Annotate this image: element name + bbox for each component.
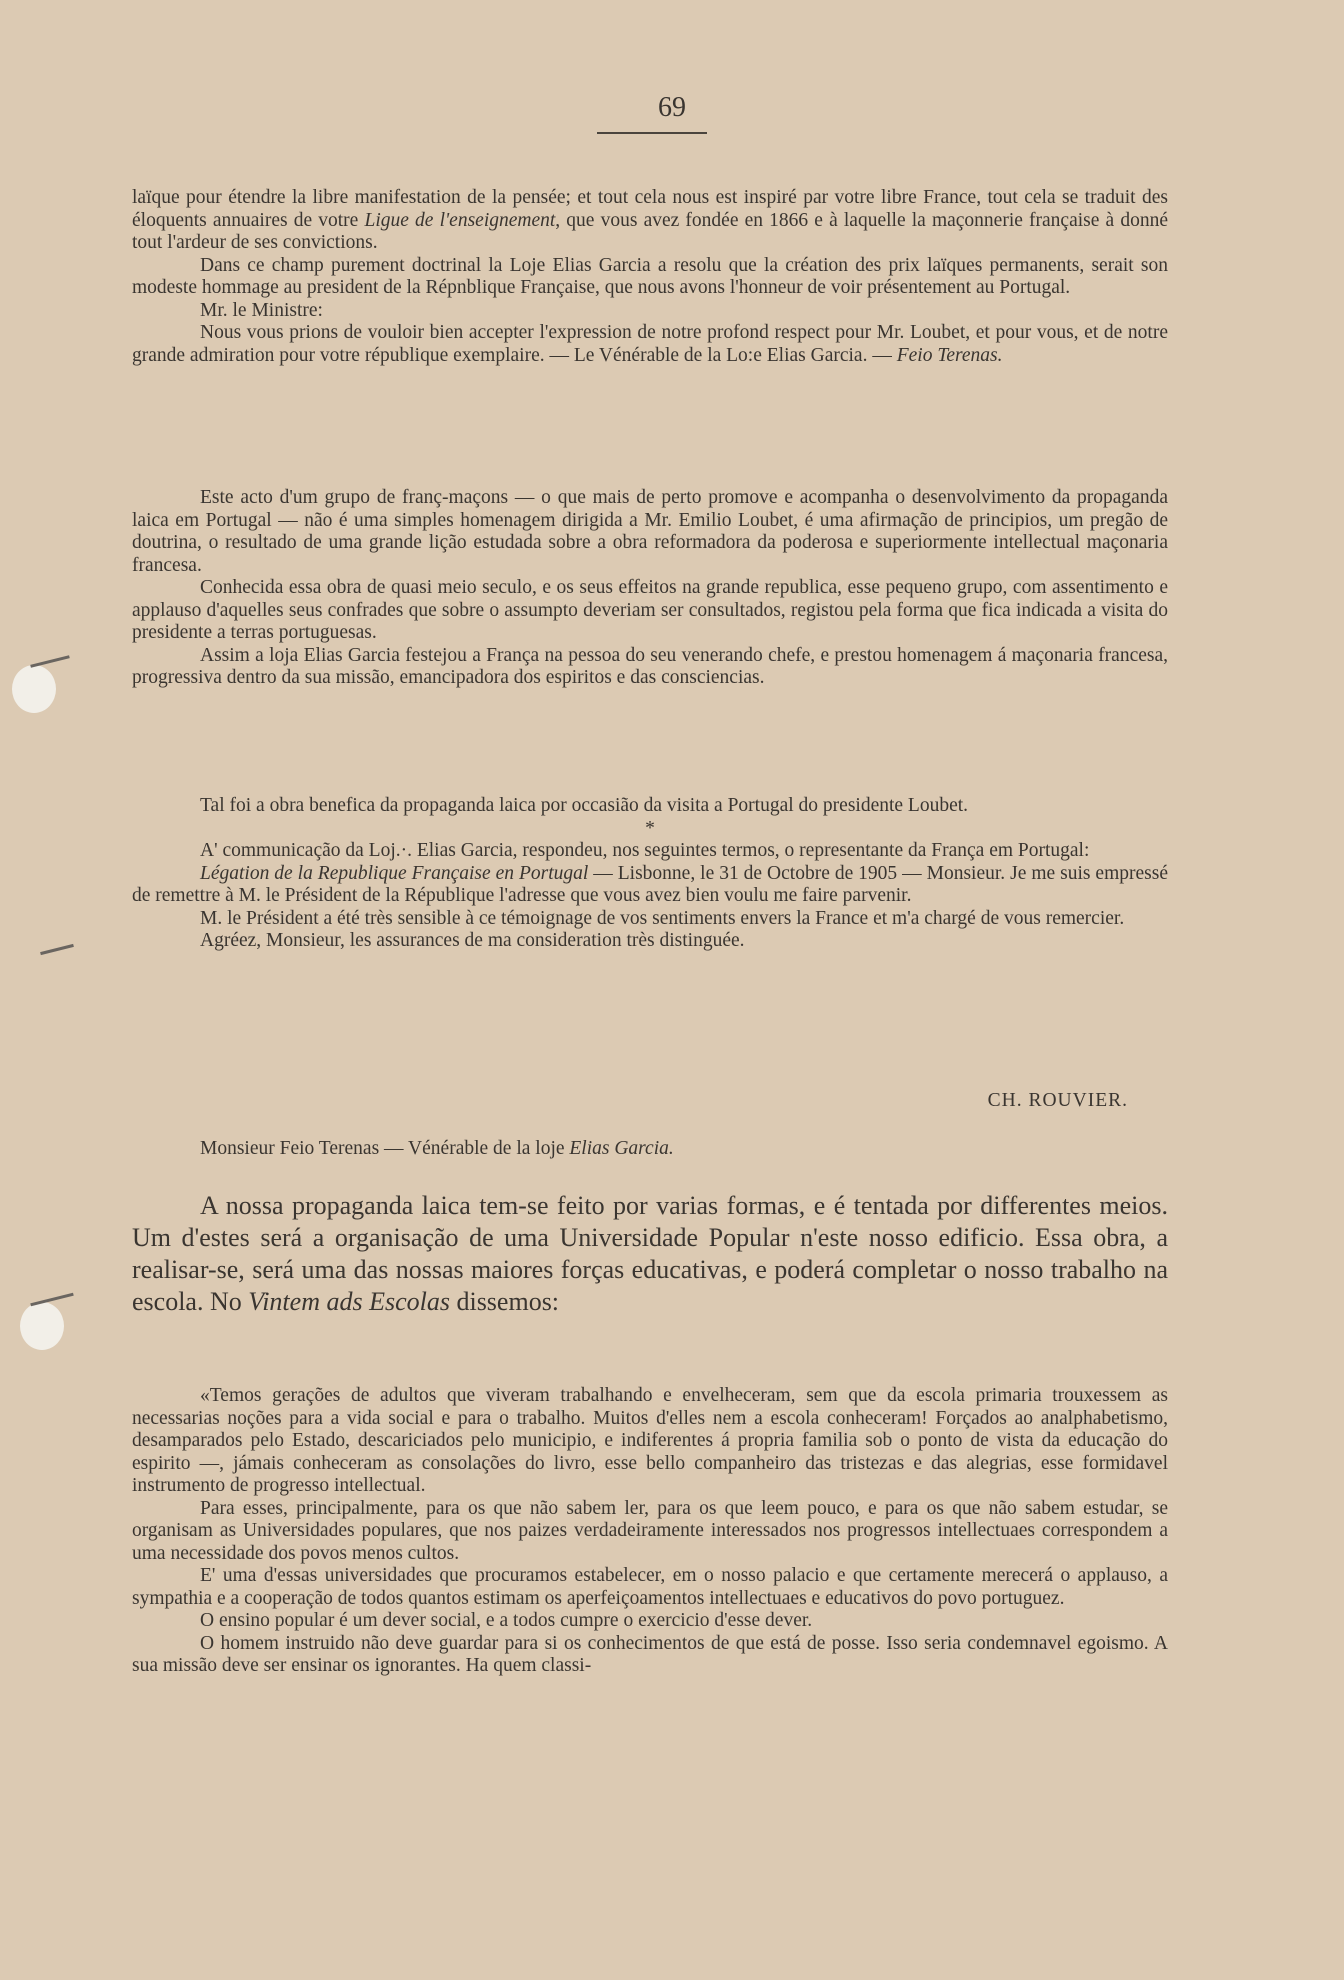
quote-paragraph-2: Para esses, principalmente, para os que não sabem ler, para os que leem pouco, e para os que não sabem estudar, se organisam as Universidades populares, que nos paizes verdadeiramente interessados nos progressos intellectuaes correspondem a uma necessidade dos povos menos cultos.: [132, 1497, 1168, 1564]
publication-title: Vintem ads Escolas: [248, 1287, 450, 1316]
commentary-paragraph-2: Conhecida essa obra de quasi meio seculo, e os seus effeitos na grande republica, esse pequeno grupo, com assentimento e applauso d'aquelles seus confrades que sobre o assumpto deveriam ser consultados, registou pela forma que fica indicada a visita do presidente a terras portuguesas.: [132, 577, 1168, 643]
letter-signature: Feio Terenas.: [896, 344, 1003, 366]
paper-mark-2: [40, 944, 74, 955]
letter-salutation: Mr. le Ministre:: [200, 299, 323, 321]
lodge-name: Elias Garcia.: [569, 1138, 674, 1159]
paper-mark-1: [30, 655, 70, 668]
quote-paragraph-3: E' uma d'essas universidades que procuramos estabelecer, em o nosso palacio e que certamente merecerá o applauso, a sympathia e a cooperação de todos quantos estimam os aperfeiçoamentos intellectuaes e educativos do povo portuguez.: [132, 1565, 1168, 1609]
signature-block: [132, 1090, 1168, 1113]
section-separator: *: [645, 817, 655, 839]
commentary-paragraph-1: Este acto d'um grupo de franç-maçons — o que mais de perto promove e acompanha o desenvolvimento da propaganda laica em Portugal — não é uma simples homenagem dirigida a Mr. Emilio Loubet, é uma afirmação de principios, um pregão de doutrina, o resultado de uma grande lição estudada sobre a obra reformadora da poderosa e superiormente intellectual maçonaria francesa.: [132, 487, 1168, 576]
binder-hole-bottom: [20, 1302, 64, 1350]
reply-paragraph-2: Agréez, Monsieur, les assurances de ma consideration très distinguée.: [200, 930, 745, 951]
reply-paragraph-1: M. le Président a été très sensible à ce témoignage de vos sentiments envers la France et m'a chargé de vous remercier.: [200, 907, 1125, 929]
letter-paragraph-1: laïque pour étendre la libre manifestation de la pensée; et tout cela nous est inspiré par votre libre France, tout cela se traduit des éloquents annuaires de votre Ligue de l'enseignement, que vous avez fondée en 1866 e à laquelle la maçonnerie française à donné tout l'ardeur de ses convictions.: [132, 187, 1168, 253]
portuguese-commentary: [132, 487, 1168, 690]
page-number: 69: [658, 92, 686, 123]
quotation-block: [132, 1385, 1168, 1678]
main-paragraph-block: [132, 1190, 1168, 1318]
conclusion-block: [132, 795, 1168, 953]
reply-signature: CH. ROUVIER.: [987, 1090, 1128, 1111]
legation-paragraph: Légation de la Republique Française en Portugal — Lisbonne, le 31 de Octobre de 1905 — Monsieur. Je me suis empressé de remettre à M. le Président de la République l'adresse que vous avez bien voulu me faire parvenir.: [132, 862, 1168, 906]
commentary-paragraph-3: Assim a loja Elias Garcia festejou a França na pessoa do seu venerando chefe, e prestou homenagem á maçonaria francesa, progressiva dentro da sua missão, emancipadora dos espiritos e das consciencias.: [132, 644, 1168, 688]
page-number-rule: [597, 132, 707, 134]
addressee-line: Monsieur Feio Terenas — Vénérable de la loje Elias Garcia.: [200, 1138, 674, 1159]
french-letter: [132, 187, 1168, 367]
letter-paragraph-2: Dans ce champ purement doctrinal la Loje Elias Garcia a resolu que la création des prix laïques permanents, serait son modeste hommage au president de la Répnblique Française, que nous avons l'honneur de voir présentement au Portugal.: [132, 254, 1168, 298]
main-paragraph: A nossa propaganda laica tem-se feito por varias formas, e é tentada por differentes meios. Um d'estes será a organisação de uma Universidade Popular n'este nosso edificio. Essa obra, a realisar-se, será uma das nossas maiores forças educativas, e poderá completar o nosso trabalho na escola. No Vintem ads Escolas dissemos:: [132, 1191, 1168, 1316]
addressee-block: [132, 1138, 1168, 1161]
ligue-title: Ligue de l'enseignement: [364, 209, 556, 231]
response-intro: A' communicação da Loj.·. Elias Garcia, respondeu, nos seguintes termos, o representante da França em Portugal:: [200, 840, 1090, 861]
quote-paragraph-5: O homem instruido não deve guardar para si os conhecimentos de que está de posse. Isso seria condemnavel egoismo. A sua missão deve ser ensinar os ignorantes. Ha quem classi-: [132, 1632, 1168, 1676]
conclusion-paragraph: Tal foi a obra benefica da propaganda laica por occasião da visita a Portugal do presidente Loubet.: [200, 795, 969, 816]
quote-paragraph-4: O ensino popular é um dever social, e a todos cumpre o exercicio d'esse dever.: [200, 1610, 813, 1631]
quote-paragraph-1: «Temos gerações de adultos que viveram trabalhando e envelheceram, sem que da escola primaria trouxessem as necessarias noções para a vida social e para o trabalho. Muitos d'elles nem a escola conheceram! Forçados ao analphabetismo, desamparados pelo Estado, descariciados pelo municipio, e indiferentes á propria familia sob o ponto de vista da educação do espirito —, jámais conheceram as consolações do livro, esse bello companheiro das tristezas e das alegrias, esse formidavel instrumento de progresso intellectual.: [132, 1385, 1168, 1496]
letter-paragraph-3: Nous vous prions de vouloir bien accepter l'expression de notre profond respect pour Mr. Loubet, et pour vous, et de notre grande admiration pour votre république exemplaire. — Le Vénérable de la Lo:e Elias Garcia. — Feio Terenas.: [132, 322, 1168, 366]
legation-title: Légation de la Republique Française en Portugal: [200, 862, 589, 884]
binder-hole-top: [12, 665, 56, 713]
